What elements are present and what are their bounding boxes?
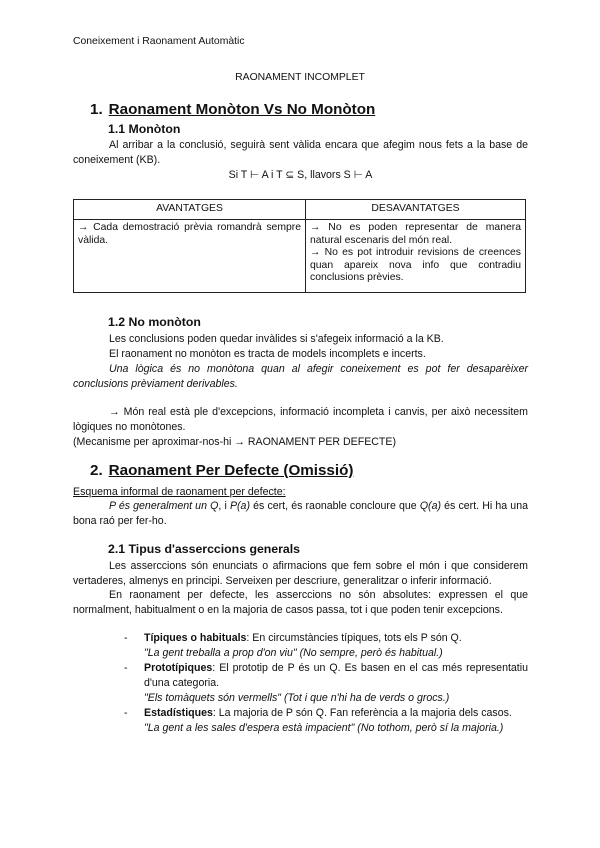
subsection-2-1-paragraph-1: Les asserccions són enunciats o afirmacions que fem sobre el món i que considerem vertaderes, almenys en principi. Serveixen per descriure, generalitzar o inferir informació.: [73, 560, 528, 587]
subsection-1-2-paragraph-5: (Mecanisme per aproximar-nos-hi → RAONAMENT PER DEFECTE): [73, 436, 396, 448]
bullet-dash: -: [124, 632, 128, 644]
pros-cons-table: [73, 199, 526, 293]
subsection-1-2-paragraph-1: Les conclusions poden quedar invàlides si s'afegeix informació a la KB.: [109, 333, 444, 345]
schema-part-5: Q(a): [419, 500, 441, 512]
table-row: [74, 220, 526, 293]
section-2-heading: [90, 462, 353, 479]
table-header-disadvantages: DESAVANTATGES: [306, 200, 526, 220]
subsection-1-2-title: 1.2 No monòton: [108, 315, 201, 329]
disadvantages-cell: [306, 220, 526, 293]
subsection-1-1-paragraph: Al arribar a la conclusió, seguirà sent vàlida encara que afegim nous fets a la base de coneixement (KB).: [73, 139, 528, 166]
list-item: [73, 631, 528, 661]
section-1-heading: [90, 101, 375, 118]
document-title: RAONAMENT INCOMPLET: [235, 72, 365, 83]
list-item: [73, 706, 528, 736]
schema-part-2: , i: [218, 500, 230, 512]
bullet-term: Típiques o habituals: [144, 632, 247, 644]
table-header-advantages: AVANTATGES: [74, 200, 306, 220]
section-1-number: 1.: [90, 101, 103, 118]
default-schema-statement: [73, 499, 528, 529]
section-2-title: Raonament Per Defecte (Omissió): [108, 462, 354, 479]
bullet-example: "La gent treballa a prop d'on viu" (No sempre, però és habitual.): [144, 647, 443, 659]
default-schema-label: Esquema informal de raonament per defecte:: [73, 486, 286, 498]
subsection-1-2-paragraph-4: → Món real està ple d'excepcions, informació incompleta i canvis, per això necessitem lògiques no monòtones.: [73, 406, 528, 433]
advantages-cell: [74, 220, 306, 293]
bullet-example: "La gent a les sales d'espera està impacient" (No tothom, però sí la majoria.): [144, 722, 504, 734]
bullet-example: "Els tomàquets són vermells" (Tot i que n'hi ha de verds o grocs.): [144, 692, 450, 704]
disadvantage-item-1: → No es poden representar de manera natural escenaris del món real.: [310, 222, 521, 246]
schema-part-1: P és generalment un Q: [109, 500, 219, 512]
bullet-text: : La majoria de P són Q. Fan referència a la majoria dels casos.: [212, 707, 512, 719]
bullet-term: Prototípiques: [144, 662, 213, 674]
subsection-1-2-paragraph-3: Una lògica és no monòtona quan al afegir coneixement es pot fer desaparèixer conclusions prèviament derivables.: [73, 363, 528, 390]
section-2-number: 2.: [90, 462, 103, 479]
page-header: Coneixement i Raonament Automàtic: [73, 36, 245, 47]
subsection-2-1-title: 2.1 Tipus d'asserccions generals: [108, 542, 301, 556]
bullet-text: : En circumstàncies típiques, tots els P són Q.: [246, 632, 462, 644]
disadvantage-item-2: → No es pot introduir revisions de creences quan apareix nova info que contradiu conclusions prèvies.: [310, 247, 521, 283]
schema-part-4: és cert, és raonable concloure que: [249, 500, 420, 512]
schema-part-6: és cert. Hi ha una bona raó per fer-ho.: [73, 500, 528, 527]
subsection-2-1-paragraph-2: En raonament per defecte, les asserccions no són absolutes: expressen el que normalment, habitualment o en la majoria de casos passa, tot i que poden tenir excepcions.: [73, 589, 528, 616]
bullet-term: Estadístiques: [144, 707, 213, 719]
bullet-dash: -: [124, 662, 128, 674]
advantage-item: → Cada demostració prèvia romandrà sempre vàlida.: [78, 222, 301, 246]
assertion-types-list: [73, 631, 528, 736]
monotonic-formula: Si T ⊢ A i T ⊆ S, llavors S ⊢ A: [228, 169, 373, 181]
schema-part-3: P(a): [229, 500, 250, 512]
list-item: [73, 661, 528, 706]
subsection-1-1-title: 1.1 Monòton: [108, 122, 181, 136]
section-1-title: Raonament Monòton Vs No Monòton: [108, 101, 376, 118]
bullet-dash: -: [124, 707, 128, 719]
subsection-1-2-paragraph-2: El raonament no monòton es tracta de models incomplets e incerts.: [109, 348, 426, 360]
bullet-text: : El prototip de P és un Q. Es basen en el cas més representatiu d'una categoria.: [144, 662, 528, 689]
table-header-row: [74, 200, 526, 220]
